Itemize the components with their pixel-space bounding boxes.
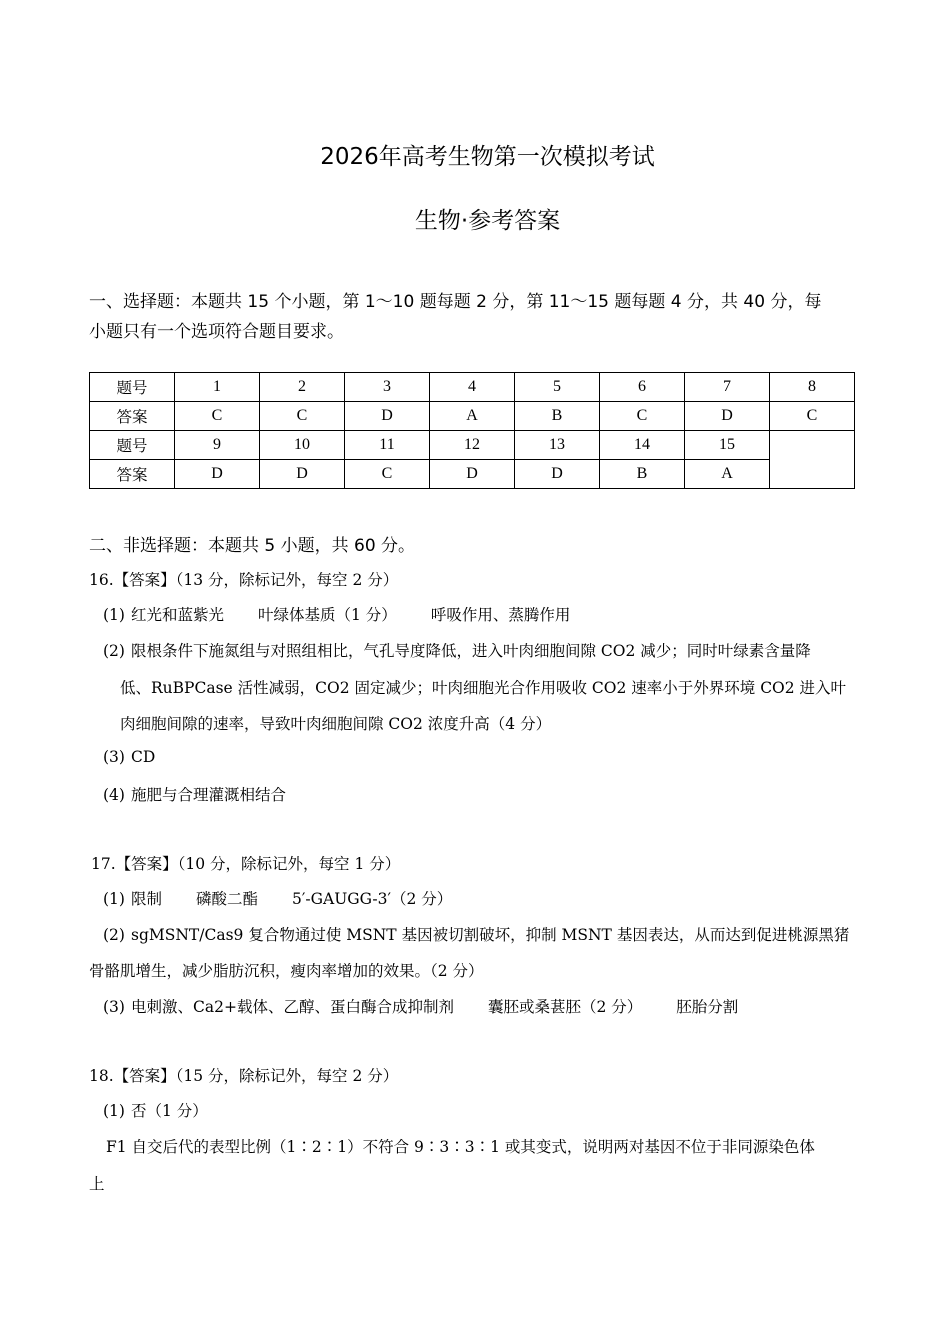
table-cell: 12 — [430, 431, 515, 460]
answer-text: 限根条件下施氮组与对照组相比，气孔导度降低，进入叶肉细胞间隙 CO2 减少；同时叶绿素含量降 — [131, 642, 811, 660]
table-cell: C — [175, 402, 260, 431]
table-row-answers-1 — [90, 402, 855, 431]
q18-header: 18.【答案】（15 分，除标记外，每空 2 分） — [89, 1067, 399, 1085]
table-cell: C — [345, 460, 430, 489]
table-cell: D — [515, 460, 600, 489]
table-cell: 3 — [345, 373, 430, 402]
answer-text: 红光和蓝紫光 — [131, 606, 225, 624]
q18-part1-explanation-line2: 上 — [89, 1175, 105, 1193]
answer-text: 否（1 分） — [131, 1102, 208, 1120]
q17-part1 — [103, 887, 452, 909]
part-number: (4) — [103, 786, 125, 804]
q17-part3 — [103, 995, 738, 1017]
q17-part2-line1 — [103, 923, 849, 945]
q18-part1 — [103, 1099, 208, 1121]
answer-text: sgMSNT/Cas9 复合物通过使 MSNT 基因被切割破坏，抑制 MSNT 基因表达，从而达到促进桃源黑猪 — [131, 926, 850, 944]
table-row-answers-2 — [90, 460, 855, 489]
table-cell-label: 题号 — [90, 373, 175, 402]
answer-text: CD — [131, 748, 156, 766]
q17-header: 17.【答案】（10 分，除标记外，每空 1 分） — [91, 855, 401, 873]
q16-part1 — [103, 603, 570, 625]
table-cell: 1 — [175, 373, 260, 402]
table-cell: 13 — [515, 431, 600, 460]
section2-title: 二、非选择题：本题共 5 小题，共 60 分。 — [89, 536, 416, 556]
table-cell-label: 答案 — [90, 402, 175, 431]
table-cell: 7 — [685, 373, 770, 402]
table-cell: A — [430, 402, 515, 431]
answer-text: 叶绿体基质（1 分） — [258, 606, 397, 624]
table-cell: D — [175, 460, 260, 489]
table-cell: D — [685, 402, 770, 431]
part-number: (3) — [103, 998, 125, 1016]
part-number: (3) — [103, 748, 125, 766]
answer-text: 施肥与合理灌溉相结合 — [131, 786, 287, 804]
answer-table — [89, 372, 855, 489]
table-cell-empty — [770, 431, 855, 489]
answer-text: 5′-GAUGG-3′（2 分） — [292, 890, 453, 908]
table-row-questions-1 — [90, 373, 855, 402]
table-cell: B — [600, 460, 685, 489]
part-number: (2) — [103, 926, 125, 944]
table-row-questions-2 — [90, 431, 855, 460]
part-number: (1) — [103, 1102, 125, 1120]
answer-text: 电刺激、Ca2+载体、乙醇、蛋白酶合成抑制剂 — [131, 998, 454, 1016]
table-cell-label: 题号 — [90, 431, 175, 460]
table-cell: 10 — [260, 431, 345, 460]
q18-part1-explanation-line1: F1 自交后代的表型比例（1∶2∶1）不符合 9∶3∶3∶1 或其变式，说明两对基因不位于非同源染色体 — [106, 1138, 815, 1156]
table-cell: 5 — [515, 373, 600, 402]
answer-text: 呼吸作用、蒸腾作用 — [430, 606, 571, 624]
table-cell: 8 — [770, 373, 855, 402]
table-cell: D — [430, 460, 515, 489]
q16-part3 — [103, 748, 155, 766]
table-cell: 4 — [430, 373, 515, 402]
answer-text: 磷酸二酯 — [196, 890, 259, 908]
table-cell: C — [600, 402, 685, 431]
q17-part2-line2: 骨骼肌增生，减少脂肪沉积，瘦肉率增加的效果。（2 分） — [89, 962, 484, 980]
q16-part2-line2: 低、RuBPCase 活性减弱，CO2 固定减少；叶肉细胞光合作用吸收 CO2 速率小于外界环境 CO2 进入叶 — [120, 679, 847, 697]
q16-part2-line3: 肉细胞间隙的速率，导致叶肉细胞间隙 CO2 浓度升高（4 分） — [120, 715, 552, 733]
table-cell: 9 — [175, 431, 260, 460]
section1-instructions-line1: 一、选择题：本题共 15 个小题，第 1～10 题每题 2 分，第 11～15 题每题 4 分，共 40 分，每 — [89, 292, 822, 312]
table-cell: C — [260, 402, 345, 431]
part-number: (2) — [103, 642, 125, 660]
table-cell: A — [685, 460, 770, 489]
q16-part2-line1 — [103, 639, 811, 661]
table-cell: B — [515, 402, 600, 431]
table-cell: 6 — [600, 373, 685, 402]
answer-text: 囊胚或桑葚胚（2 分） — [487, 998, 643, 1016]
q16-part4 — [103, 783, 286, 805]
answer-text: 胚胎分割 — [676, 998, 739, 1016]
answer-text: 限制 — [131, 890, 163, 908]
page-title: 2026年高考生物第一次模拟考试 — [320, 144, 655, 170]
table-cell: 14 — [600, 431, 685, 460]
part-number: (1) — [103, 606, 125, 624]
q16-header: 16.【答案】（13 分，除标记外，每空 2 分） — [89, 571, 399, 589]
table-cell: 11 — [345, 431, 430, 460]
table-cell: 2 — [260, 373, 345, 402]
table-cell: D — [260, 460, 345, 489]
page-subtitle: 生物·参考答案 — [414, 208, 561, 234]
table-cell-label: 答案 — [90, 460, 175, 489]
section1-instructions-line2: 小题只有一个选项符合题目要求。 — [89, 322, 344, 342]
part-number: (1) — [103, 890, 125, 908]
table-cell: D — [345, 402, 430, 431]
table-cell: C — [770, 402, 855, 431]
table-cell: 15 — [685, 431, 770, 460]
